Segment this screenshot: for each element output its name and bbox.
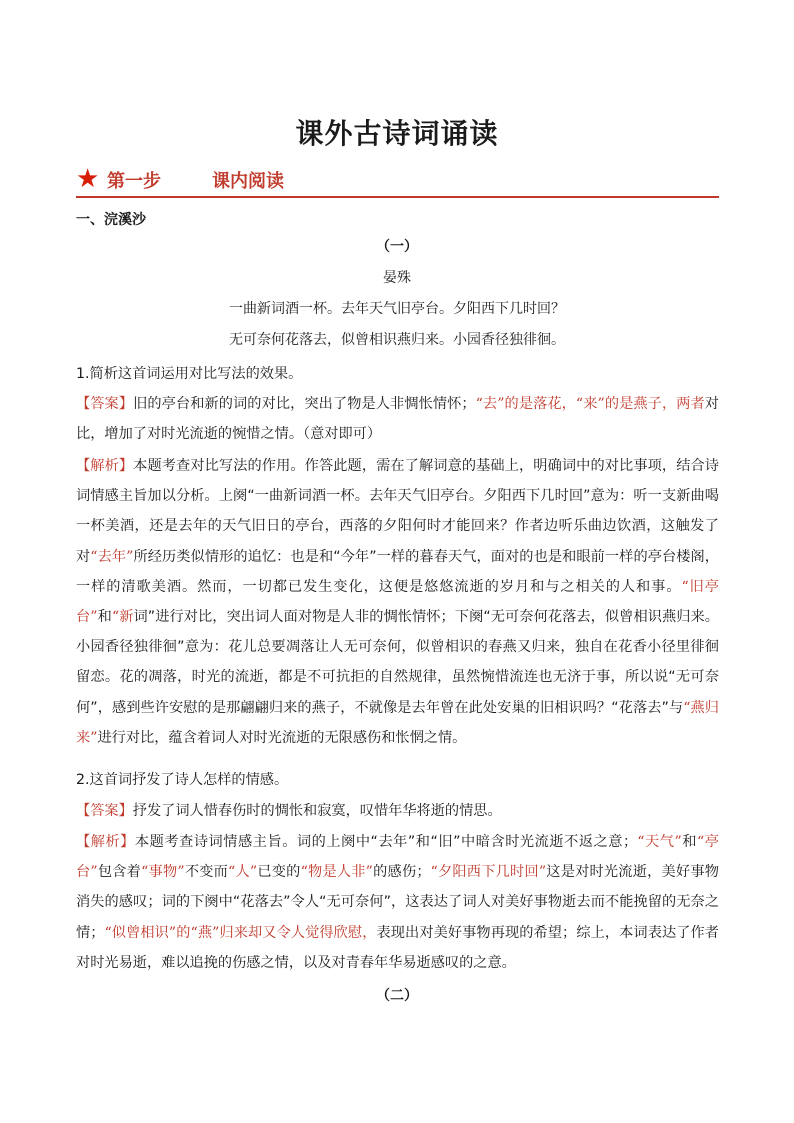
analysis-text: 和 <box>681 834 698 850</box>
analysis-text: 这是对时光流逝，美好事物消失的感叹；词的下阕中“花落去”令人“无可奈何”，这表达了词人对美好事物逝去而不能挽留的无奈之情； <box>76 864 719 941</box>
step-label: 第一步 <box>107 171 161 192</box>
poem-author: 晏殊 <box>383 270 411 286</box>
analysis-text: 本题考查诗词情感主旨。词的上阕中“去年”和“旧”中暗含时光流逝不返之意； <box>134 834 638 850</box>
answer-text: 抒发了词人惜春伤时的惆怅和寂寞，叹惜年华将逝的情思。 <box>132 803 502 819</box>
answer-tag: 【答案】 <box>76 396 134 412</box>
page-title: 课外古诗词诵读 <box>295 117 499 150</box>
poem-line: 无可奈何花落去，似曾相识燕归来。小园香径独徘徊。 <box>229 332 565 348</box>
question-1 <box>76 359 719 389</box>
poem-part-label: （二） <box>376 988 418 1004</box>
analysis-text: 所经历类似情形的追忆：也是和“今年”一样的暮春天气，面对的也是和眼前一样的亭台楼阁，一样的清歌美酒。然而，一切都已发生变化，这便是悠悠流逝的岁月和与之相关的人和事。 <box>76 548 719 595</box>
answer-tag: 【答案】 <box>76 803 133 819</box>
answer-text: 旧的亭台和新的词的对比，突出了物是人非惆怅情怀； <box>133 396 476 412</box>
analysis-text: 不变而 <box>184 864 229 881</box>
poem-part-label: （一） <box>376 239 418 255</box>
section-heading: 一、浣溪沙 <box>76 212 146 228</box>
answer-1 <box>76 389 719 449</box>
analysis-highlight: “亭台” <box>76 834 719 881</box>
analysis-highlight: “新 <box>111 609 134 626</box>
analysis-2 <box>76 827 719 978</box>
question-2 <box>76 765 719 795</box>
analysis-highlight: “去年” <box>90 548 134 565</box>
question-text: 2.这首词抒发了诗人怎样的情感。 <box>76 772 289 788</box>
analysis-tag: 【解析】 <box>76 834 135 850</box>
poem-line: 一曲新词酒一杯。去年天气旧亭台。夕阳西下几时回？ <box>229 301 565 317</box>
analysis-highlight: “似曾相识”的“燕”归来却又令人觉得欣慰， <box>104 924 377 941</box>
analysis-text: 本题考查对比写法的作用。作答此题，需在了解词意的基础上，明确词中的对比事项，结合诗词情感主旨加以分析。上阕“一曲新词酒一杯。去年天气旧亭台。夕阳西下几时回”意为：听一支新曲喝一杯美酒，还是去年的天气旧日的亭台，西落的夕阳何时才能回来？作者边听乐曲边饮酒，这触发了对 <box>76 458 719 565</box>
analysis-highlight: “物是人非” <box>300 864 373 881</box>
analysis-text: 的感伤； <box>372 864 431 881</box>
analysis-highlight: “事物” <box>141 864 185 881</box>
analysis-text: 包含着 <box>97 864 142 881</box>
analysis-tag: 【解析】 <box>76 458 134 474</box>
answer-highlight: “去”的是落花，“来”的是燕子，两者 <box>475 396 705 412</box>
analysis-highlight: “人” <box>228 864 258 881</box>
question-text: 1.简析这首词运用对比写法的效果。 <box>76 366 303 382</box>
step-name: 课内阅读 <box>212 171 284 192</box>
analysis-1 <box>76 451 719 753</box>
answer-text: 对比，增加了对时光流逝的惋惜之情。（意对即可） <box>76 396 719 443</box>
analysis-text: 已变的 <box>257 864 301 881</box>
analysis-highlight: “天气” <box>637 834 682 850</box>
analysis-highlight: “旧亭台” <box>76 578 719 626</box>
star-icon: ★ <box>76 164 100 194</box>
step-header <box>76 164 719 198</box>
analysis-highlight: “夕阳西下几时回” <box>430 864 547 881</box>
analysis-text: 表现出对美好事物再现的希望；综上，本词表达了作者对时光易逝，难以追挽的伤感之情，以及对青春年华易逝感叹的之意。 <box>76 924 719 971</box>
analysis-text: 词”进行对比，突出词人面对物是人非的惆怅情怀；下阕“无可奈何花落去，似曾相识燕归来。小园香径独徘徊”意为：花儿总要凋落让人无可奈何，似曾相识的春燕又归来，独自在花香小径里徘徊留恋。花的凋落，时光的流逝，都是不可抗拒的自然规律，虽然惋惜流连也无济于事，所以说“无可奈何”，感到些许安慰的是那翩翩归来的燕子，不就像是去年曾在此处安巢的旧相识吗？“花落去”与 <box>76 609 719 716</box>
analysis-highlight: “燕归来” <box>76 699 719 746</box>
analysis-text: 和 <box>97 609 112 626</box>
answer-2 <box>76 796 719 826</box>
analysis-text: 进行对比，蕴含着词人对时光流逝的无限感伤和怅惘之情。 <box>97 729 467 746</box>
